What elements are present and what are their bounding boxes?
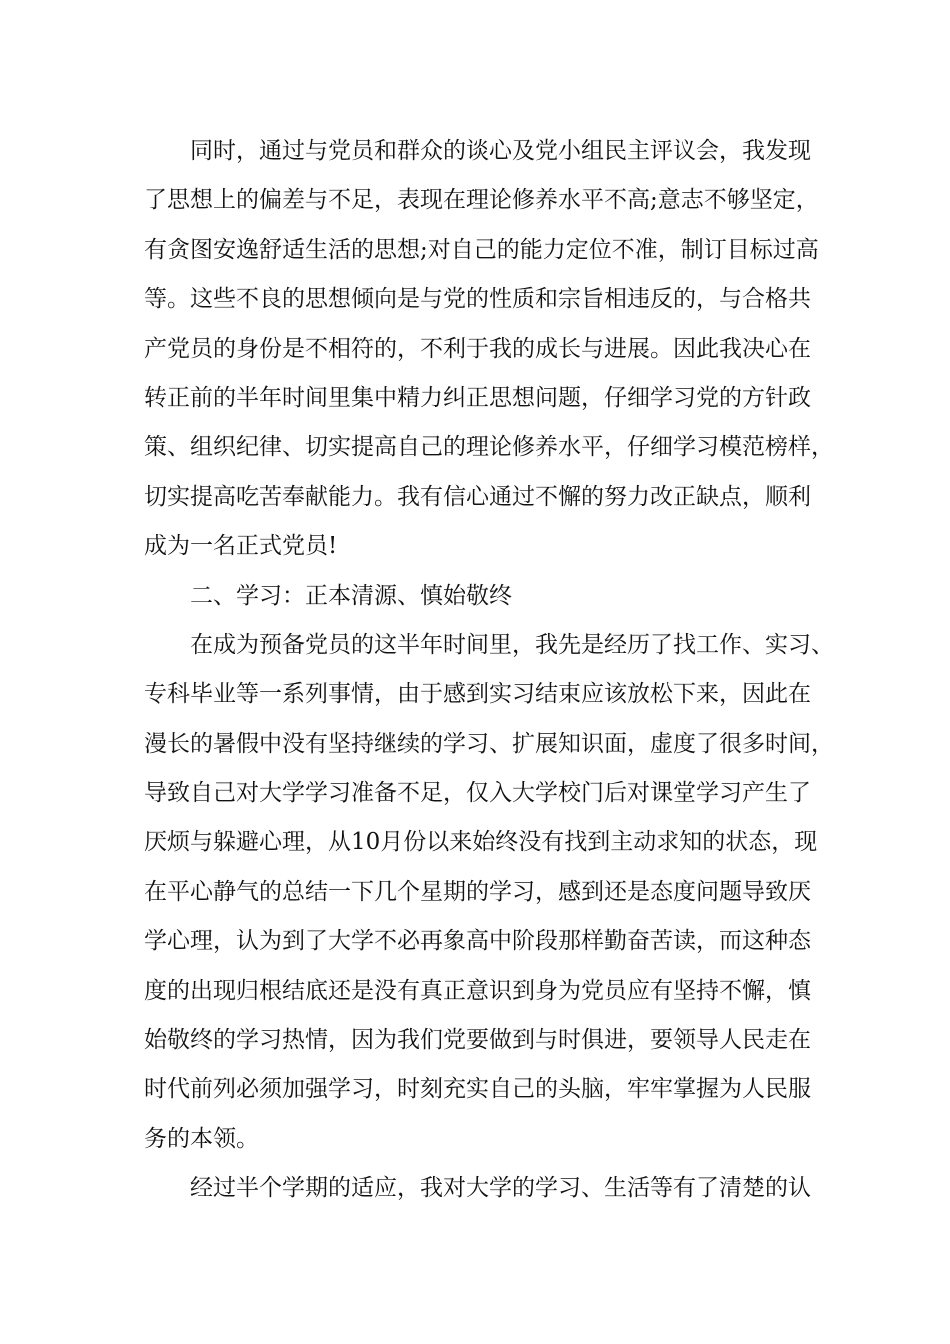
paragraph-line: 转正前的半年时间里集中精力纠正思想问题，仔细学习党的方针政 [144,384,811,411]
paragraph-line: 了思想上的偏差与不足，表现在理论修养水平不高;意志不够坚定， [144,187,819,214]
paragraph-line: 成为一名正式党员! [144,533,338,560]
paragraph-line: 厌烦与躲避心理，从10月份以来始终没有找到主动求知的状态，现 [144,829,818,856]
paragraph-line: 有贪图安逸舒适生活的思想;对自己的能力定位不准，制订目标过高 [144,236,819,263]
document-body [144,127,834,1214]
paragraph-line: 务的本领。 [144,1125,259,1152]
paragraph-line: 导致自己对大学学习准备不足，仅入大学校门后对课堂学习产生了 [144,780,811,807]
paragraph-line: 度的出现归根结底还是没有真正意识到身为党员应有坚持不懈，慎 [144,977,811,1004]
paragraph-line: 策、组织纪律、切实提高自己的理论修养水平，仔细学习模范榜样， [144,434,834,461]
paragraph-line: 专科毕业等一系列事情，由于感到实习结束应该放松下来，因此在 [144,681,811,708]
paragraph-line: 经过半个学期的适应，我对大学的学习、生活等有了清楚的认 [190,1175,811,1202]
paragraph-line: 在成为预备党员的这半年时间里，我先是经历了找工作、实习、 [190,631,834,658]
section-heading: 二、学习：正本清源、慎始敬终 [190,582,512,609]
paragraph-line: 学心理，认为到了大学不必再象高中阶段那样勤奋苦读，而这种态 [144,928,811,955]
paragraph-line: 时代前列必须加强学习，时刻充实自己的头脑，牢牢掌握为人民服 [144,1076,811,1103]
paragraph-line: 切实提高吃苦奉献能力。我有信心通过不懈的努力改正缺点，顺利 [144,483,811,510]
paragraph-line: 始敬终的学习热情，因为我们党要做到与时俱进，要领导人民走在 [144,1027,811,1054]
paragraph-line: 产党员的身份是不相符的，不利于我的成长与进展。因此我决心在 [144,335,811,362]
paragraph-line: 同时，通过与党员和群众的谈心及党小组民主评议会，我发现 [190,138,811,164]
paragraph-line: 在平心静气的总结一下几个星期的学习，感到还是态度问题导致厌 [144,878,811,905]
paragraph-line: 漫长的暑假中没有坚持继续的学习、扩展知识面，虚度了很多时间， [144,730,834,757]
paragraph-line: 等。这些不良的思想倾向是与党的性质和宗旨相违反的，与合格共 [144,286,811,313]
